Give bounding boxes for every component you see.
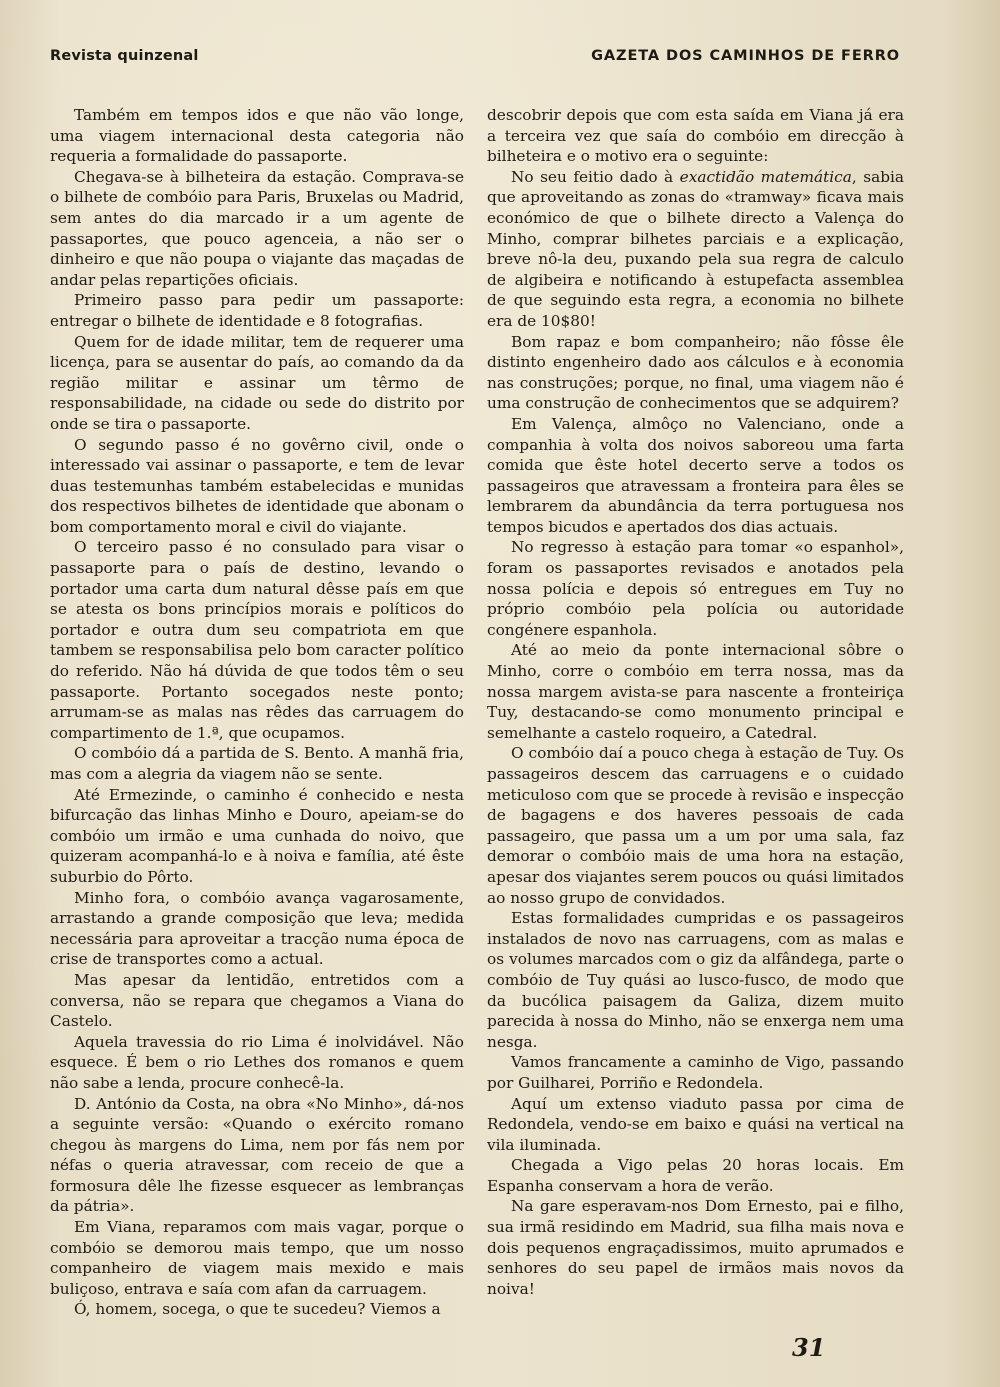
paragraph: Até ao meio da ponte internacional sôbre o Minho, corre o combóio em terra nossa, mas da nossa margem avista-se para nascente a fronteiriça Tuy, destacando-se como monumento principal e semelhante a castelo roqueiro, a Catedral.: [487, 641, 904, 742]
paragraph: [487, 167, 904, 332]
page-number: 31: [792, 1333, 826, 1362]
paragraph: Primeiro passo para pedir um passaporte: entregar o bilhete de identidade e 8 fotografias.: [50, 291, 464, 330]
running-head-right: GAZETA DOS CAMINHOS DE FERRO: [591, 48, 900, 64]
paragraph: No regresso à estação para tomar «o espanhol», foram os passaportes revisados e anotados pela nossa polícia e depois só entregues em Tuy no próprio combóio pela polícia ou autoridade congénere espanhola.: [487, 538, 904, 639]
paragraph: Estas formalidades cumpridas e os passageiros instalados de novo nas carruagens, com as malas e os volumes marcados com o giz da alfândega, parte o combóio de Tuy quási ao lusco-fusco, de modo que da bucólica paisagem da Galiza, dizem muito parecida à nossa do Minho, não se enxerga nem uma nesga.: [487, 909, 904, 1051]
paragraph-continuation: descobrir depois que com esta saída em Viana já era a terceira vez que saía do combóio em direcção à bilheteira e o motivo era o seguinte:: [487, 106, 904, 166]
paragraph: Aquela travessia do rio Lima é inolvidável. Não esquece. É bem o rio Lethes dos romanos e quem não sabe a lenda, procure conhecê-la.: [50, 1032, 464, 1092]
running-head-left: Revista quinzenal: [50, 48, 199, 64]
right-column: [487, 105, 904, 1299]
paragraph: Também em tempos idos e que não vão longe, uma viagem internacional desta categoria não requeria a formalidade do passaporte.: [50, 106, 464, 166]
paragraph: Aquí um extenso viaduto passa por cima de Redondela, vendo-se em baixo e quási na vertical na vila iluminada.: [487, 1094, 904, 1154]
paragraph: Vamos francamente a caminho de Vigo, passando por Guilharei, Porriño e Redondela.: [487, 1053, 904, 1092]
paragraph: Até Ermezinde, o caminho é conhecido e nesta bifurcação das linhas Minho e Douro, apeiam-se do combóio um irmão e uma cunhada do noivo, que quizeram acompanhá-lo e à noiva e família, até êste suburbio do Pôrto.: [50, 785, 464, 886]
paragraph: Minho fora, o combóio avança vagarosamente, arrastando a grande composição que leva; medida necessária para aproveitar a tracção numa época de crise de transportes como a actual.: [50, 888, 464, 969]
paragraph: O combóio dá a partida de S. Bento. A manhã fria, mas com a alegria da viagem não se sente.: [50, 744, 464, 783]
paragraph: Em Valença, almôço no Valenciano, onde a companhia à volta dos noivos saboreou uma farta comida que êste hotel decerto serve a todos os passageiros que atravessam a fronteira para êles se lembrarem da abundância da terra portuguesa nos tempos bicudos e apertados dos dias actuais.: [487, 414, 904, 536]
paragraph: Ó, homem, socega, o que te sucedeu? Viemos a: [74, 1300, 441, 1319]
paragraph: O segundo passo é no govêrno civil, onde o interessado vai assinar o passaporte, e tem de levar duas testemunhas também estabelecidas e munidas dos respectivos bilhetes de identidade que abonam o bom comportamento moral e civil do viajante.: [50, 435, 464, 536]
paragraph: Em Viana, reparamos com mais vagar, porque o combóio se demorou mais tempo, que um nosso companheiro de viagem mais mexido e mais buliçoso, entrava e saía com afan da carruagem.: [50, 1218, 464, 1298]
paragraph: Bom rapaz e bom companheiro; não fôsse êle distinto engenheiro dado aos cálculos e à economia nas construções; porque, no final, uma viagem não é uma construção de conhecimentos que se adquirem?: [487, 332, 904, 413]
paragraph: Chegava-se à bilheteira da estação. Comprava-se o bilhete de combóio para Paris, Bruxelas ou Madrid, sem antes do dia marcado ir a um agente de passaportes, que pouco agenceia, a não ser o dinheiro e que não poupa o viajante das maçadas de andar pelas repartições oficiais.: [50, 167, 464, 289]
paragraph: D. António da Costa, na obra «No Minho», dá-nos a seguinte versão: «Quando o exército romano chegou às margens do Lima, nem por fás nem por néfas o queria atravessar, com receio de que a formosura dêle lhe fizesse esquecer as lembranças da pátria».: [50, 1094, 464, 1216]
paragraph: O terceiro passo é no consulado para visar o passaporte para o país de destino, levando o portador uma carta dum natural dêsse país em que se atesta os bons princípios morais e políticos do portador e outra dum seu compatriota em que tambem se responsabilisa pelo bom caracter político do referido. Não há dúvida de que todos têm o seu passaporte. Portanto socegados neste ponto; arrumam-se as malas nas rêdes das carruagem do compartimento de 1.ª, que ocupamos.: [50, 538, 464, 742]
paragraph: O combóio daí a pouco chega à estação de Tuy. Os passageiros descem das carruagens e o cuidado meticuloso com que se procede à revisão e inspecção de bagagens e dos haveres pessoais de cada passageiro, que passa um a um por uma sala, faz demorar o combóio mais de uma hora na estação, apesar dos viajantes serem poucos ou quási limitados ao nosso grupo de convidados.: [487, 744, 904, 907]
text-run: , sabia que aproveitando as zonas do «tramway» ficava mais económico de que o bilhete directo a Valença do Minho, comprar bilhetes parciais e a explicação, breve nô-la deu, puxando pela sua regra de calculo de algibeira e notificando à estupefacta assemblea de que seguindo esta regra, a economia no bilhete era de 10$80!: [487, 167, 904, 330]
paragraph: Na gare esperavam-nos Dom Ernesto, pai e filho, sua irmã residindo em Madrid, sua filha mais nova e dois pequenos engraçadissimos, muito aprumados e senhores do seu papel de irmãos mais novos da noiva!: [487, 1197, 904, 1298]
italic-text: exactidão matemática: [679, 167, 852, 186]
paragraph: Quem for de idade militar, tem de requerer uma licença, para se ausentar do país, ao comando da da região militar e assinar um têrmo de responsabilidade, na cidade ou sede do distrito por onde se tira o passaporte.: [50, 332, 464, 433]
paragraph: Mas apesar da lentidão, entretidos com a conversa, não se repara que chegamos a Viana do Castelo.: [50, 970, 464, 1031]
text-run: No seu feitio dado à: [511, 167, 680, 186]
left-column: [50, 105, 464, 1320]
paragraph: Chegada a Vigo pelas 20 horas locais. Em Espanha conservam a hora de verão.: [487, 1156, 904, 1195]
